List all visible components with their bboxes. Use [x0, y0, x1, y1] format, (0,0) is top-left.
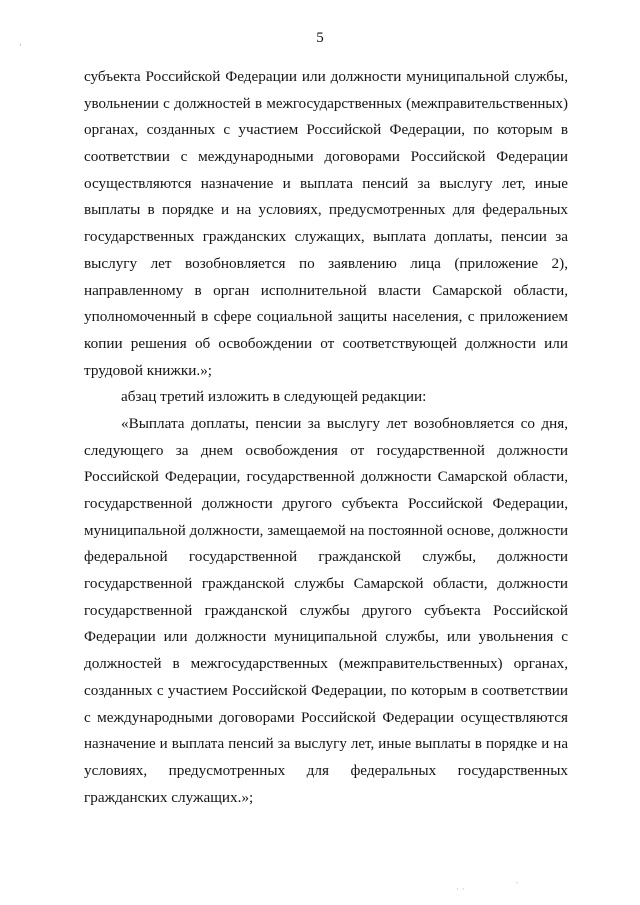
text-line: направленному в орган исполнительной власти Самарской области,: [84, 281, 568, 299]
scan-mark: ,: [19, 38, 22, 48]
text-line: выслугу лет возобновляется по заявлению лица (приложение 2),: [84, 254, 568, 272]
text-line: соответствии с международными договорами Российской Федерации: [84, 148, 568, 166]
text-line: государственной гражданской службы Самарской области, должности: [84, 575, 568, 593]
text-line: осуществляются назначение и выплата пенсий за выслугу лет, иные: [84, 174, 568, 192]
body-text: [84, 64, 568, 811]
text-line: должностей в межгосударственных (межправительственных) органах,: [84, 655, 568, 673]
text-line: муниципальной должности, замещаемой на постоянной основе, должности: [84, 522, 568, 539]
text-line: государственных гражданских служащих, выплата доплаты, пенсии за: [84, 228, 568, 246]
text-line: Российской Федерации, государственной должности Самарской области,: [84, 468, 568, 486]
scan-mark: `: [515, 882, 520, 892]
text-line: назначение и выплата пенсий за выслугу лет, иные выплаты в порядке и на: [84, 736, 568, 753]
text-line: следующего за днем освобождения от государственной должности: [84, 441, 568, 459]
text-line: государственной гражданской службы другого субъекта Российской: [84, 601, 568, 619]
text-line: «Выплата доплаты, пенсии за выслугу лет возобновляется со дня,: [121, 414, 568, 432]
text-line: условиях, предусмотренных для федеральных государственных: [84, 761, 568, 779]
text-line: федеральной государственной гражданской службы, должности: [84, 548, 568, 566]
text-line: органах, созданных с участием Российской Федерации, по которым в: [84, 121, 568, 139]
text-line: гражданских служащих.»;: [84, 788, 254, 806]
text-line: выплаты в порядке и на условиях, предусмотренных для федеральных: [84, 201, 568, 219]
text-line: уполномоченный в сфере социальной защиты населения, с приложением: [84, 308, 568, 326]
text-line: копии решения об освобождении от соответствующей должности или: [84, 334, 568, 352]
text-line: Федерации или должности муниципальной службы, или увольнения с: [84, 628, 568, 646]
text-line: абзац третий изложить в следующей редакции:: [121, 388, 427, 406]
scan-mark: · ·: [456, 885, 465, 895]
text-line: субъекта Российской Федерации или должности муниципальной службы,: [84, 68, 568, 85]
page-number: 5: [316, 30, 324, 46]
text-line: увольнении с должностей в межгосударственных (межправительственных): [84, 95, 568, 112]
text-line: с международными договорами Российской Федерации осуществляются: [84, 708, 568, 726]
text-line: трудовой книжки.»;: [84, 361, 213, 379]
text-line: государственной должности другого субъекта Российской Федерации,: [84, 495, 568, 512]
text-line: созданных с участием Российской Федерации, по которым в соответствии: [84, 681, 568, 699]
